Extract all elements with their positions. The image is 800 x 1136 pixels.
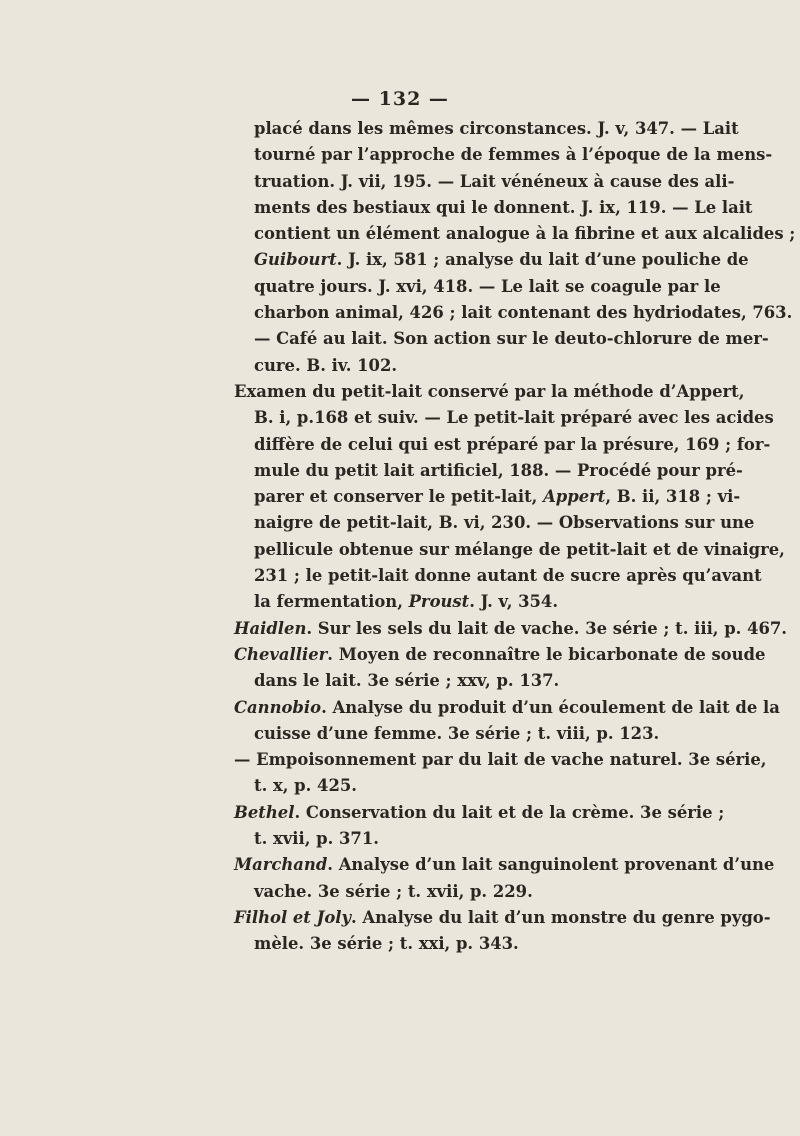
- text-line: charbon animal, 426 ; lait contenant des hydriodates, 763.: [254, 303, 793, 323]
- entry-first-line: Examen du petit-lait conservé par la méthode d’Appert,: [234, 381, 745, 401]
- text-line: [234, 589, 686, 615]
- author-name: Filhol et Joly: [234, 907, 352, 927]
- text-line: contient un élément analogue à la fibrine et aux alcalides ;: [254, 224, 796, 244]
- text-line: tourné par l’approche de femmes à l’époque de la mens-: [254, 145, 773, 165]
- text-line: vache. 3e série ; t. xvii, p. 229.: [254, 881, 533, 901]
- text-line: mèle. 3e série ; t. xxi, p. 343.: [254, 934, 519, 954]
- text-span: . Analyse d’un lait sanguinolent provenant d’une: [327, 855, 775, 875]
- text-line: 231 ; le petit-lait donne autant de sucre après qu’avant: [254, 566, 762, 586]
- entry-first-line: [234, 642, 766, 668]
- text-line: naigre de petit-lait, B. vi, 230. — Observations sur une: [254, 513, 755, 533]
- author-name: Proust: [408, 592, 470, 612]
- entry-first-line: [234, 800, 725, 826]
- text-span: la fermentation,: [254, 592, 409, 612]
- text-line: pellicule obtenue sur mélange de petit-lait et de vinaigre,: [254, 539, 785, 559]
- body-text: [234, 116, 796, 958]
- text-line: [234, 484, 741, 510]
- text-line: t. x, p. 425.: [254, 776, 357, 796]
- text-line: truation. J. vii, 195. — Lait vénéneux à cause des ali-: [254, 171, 735, 191]
- text-span: . Conservation du lait et de la crème. 3e série ;: [294, 802, 725, 822]
- text-line: cuisse d’une femme. 3e série ; t. viii, p. 123.: [254, 723, 660, 743]
- text-line: ments des bestiaux qui le donnent. J. ix, 119. — Le lait: [254, 197, 753, 217]
- author-name: Chevallier: [234, 644, 328, 664]
- author-name: Cannobio: [234, 697, 322, 717]
- text-line: [234, 247, 749, 273]
- text-span: . J. v, 354.: [469, 592, 559, 612]
- text-line: B. i, p.168 et suiv. — Le petit-lait préparé avec les acides: [254, 408, 774, 428]
- author-name: Marchand: [234, 855, 328, 875]
- author-name: Bethel: [234, 802, 295, 822]
- author-name: Appert: [543, 487, 606, 507]
- text-span: . Moyen de reconnaître le bicarbonate de soude: [327, 644, 766, 664]
- entry-first-line: — Empoisonnement par du lait de vache naturel. 3e série,: [234, 750, 767, 770]
- text-line: t. xvii, p. 371.: [254, 829, 379, 849]
- author-name: Guibourt: [254, 250, 337, 270]
- entry-first-line: [234, 695, 780, 721]
- text-span: . J. ix, 581 ; analyse du lait d’une pouliche de: [336, 250, 749, 270]
- text-line: mule du petit lait artificiel, 188. — Procédé pour pré-: [254, 460, 743, 480]
- text-span: parer et conserver le petit-lait,: [254, 487, 544, 507]
- text-line: cure. B. iv. 102.: [254, 355, 398, 375]
- text-span: . Analyse du lait d’un monstre du genre pygo-: [351, 907, 771, 927]
- text-span: . Sur les sels du lait de vache. 3e série ; t. iii, p. 467.: [306, 618, 788, 638]
- page-number: — 132 —: [351, 88, 449, 110]
- entry-first-line: [234, 905, 771, 931]
- author-name: Haidlen: [234, 618, 307, 638]
- text-line: placé dans les mêmes circonstances. J. v, 347. — Lait: [254, 119, 739, 138]
- text-line: — Café au lait. Son action sur le deuto-chlorure de mer-: [254, 329, 769, 349]
- entry-first-line: [234, 616, 788, 642]
- text-line: dans le lait. 3e série ; xxv, p. 137.: [254, 671, 560, 691]
- entry-first-line: [234, 852, 775, 878]
- text-span: , B. ii, 318 ; vi-: [605, 487, 741, 507]
- text-line: quatre jours. J. xvi, 418. — Le lait se coagule par le: [254, 276, 721, 296]
- text-line: diffère de celui qui est préparé par la présure, 169 ; for-: [254, 434, 771, 454]
- text-span: . Analyse du produit d’un écoulement de lait de la: [321, 697, 780, 717]
